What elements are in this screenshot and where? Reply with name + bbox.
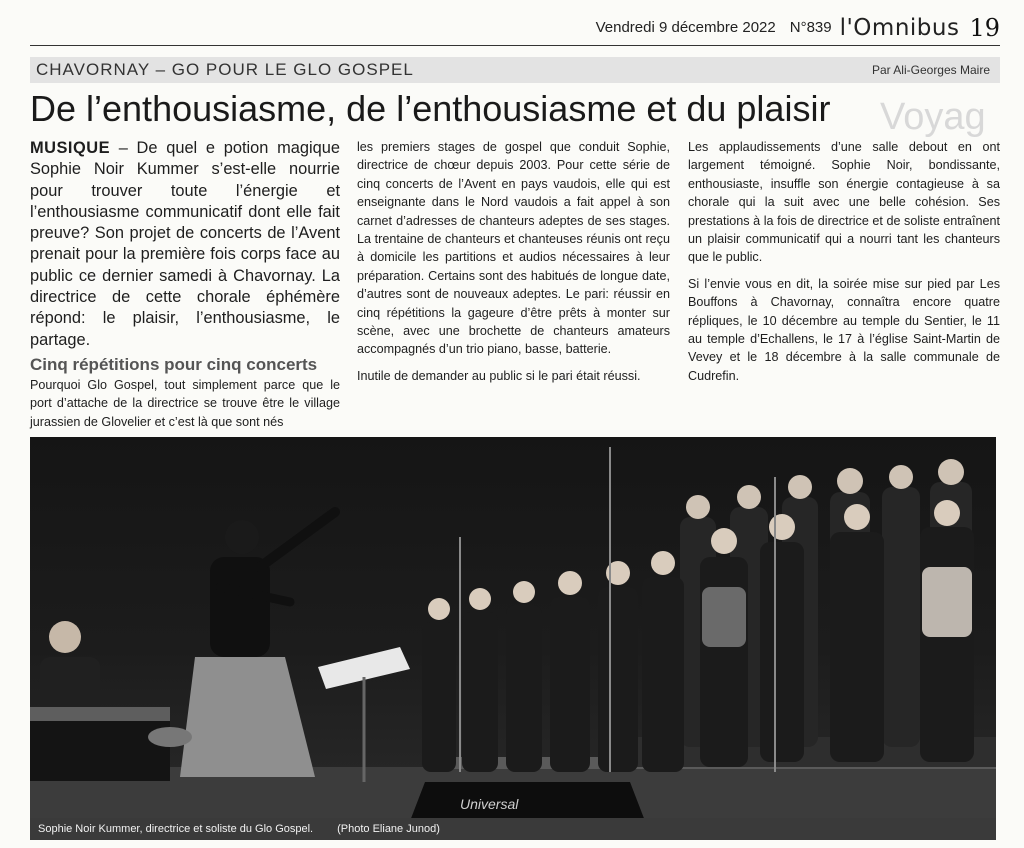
issue-date: Vendredi 9 décembre 2022 — [595, 19, 776, 36]
section-title: CHAVORNAY – GO POUR LE GLO GOSPEL — [36, 60, 414, 79]
lede-text: – De quel e potion magique Sophie Noir Kummer s’est-elle nourrie pour trouver toute l’énergie et l’enthousiasme communicatif dont elle fait preuve? Son projet de concerts de l’Avent prenait pour la première fois corps face au public ce dernier samedi à Chavornay. La directrice de cette chorale éphémère répond: le plaisir, l’enthousiasme, le partage. — [30, 139, 340, 349]
masthead — [30, 10, 1000, 46]
issue-number: N°839 — [789, 19, 832, 36]
bleed-through-text: Voyag — [880, 96, 986, 138]
concert-photo — [30, 437, 996, 821]
article-kicker: MUSIQUE — [30, 139, 110, 157]
newspaper-logo: l'Omnibus — [839, 14, 960, 41]
paragraph-3: Inutile de demander au public si le pari était réussi. — [357, 368, 641, 383]
article-column-1 — [30, 138, 340, 431]
paragraph-4: Les applaudissements d’une salle debout en ont largement témoigné. Sophie Noir, bondissante, enthousiaste, insuffle son énergie contagieuse à sa chorale qui la suit avec une belle cohésion. Ses prestations à la fois de directrice et de soliste entraînent un plaisir communicatif qui a nourri tant les chanteurs que le public. — [688, 140, 1000, 265]
paragraph-1: Pourquoi Glo Gospel, tout simplement parce que le port d’attache de la directrice se trouve être le village jurassien de Glovelier et c’est là que sont nés — [30, 377, 340, 429]
photo-caption — [30, 818, 996, 840]
article-author: Par Ali-Georges Maire — [871, 63, 990, 77]
photo-credit: (Photo Eliane Junod) — [337, 823, 440, 835]
paragraph-2: les premiers stages de gospel que conduit Sophie, directrice de chœur depuis 2003. Pour cette série de cinq concerts de l’Avent en pays vaudois, elle qui est enseignante dans le Nord vaudois a fait appel à son carnet d’adresses de chanteurs adeptes de ses stages. La trentaine de chanteurs et chanteuses réunis ont reçu à domicile les partitions et audios nécessaires à leur préparation. Certains sont des habitués de longue date, d’autres sont de nouveaux adeptes. Le pari: réussir en cinq répétitions la gageure d’être prêts à monter sur scène, avec une brochette de chanteurs amateurs accompagnés d’un trio piano, basse, batterie. — [357, 140, 670, 357]
page-number: 19 — [969, 13, 1000, 42]
section-band — [30, 57, 1000, 83]
paragraph-5: Si l’envie vous en dit, la soirée mise sur pied par Les Bouffons à Chavornay, connaîtra encore quatre répliques, le 10 décembre au temple du Sentier, le 11 au temple d’Echallens, le 17 à l’église Saint-Martin de Vevey et le 18 décembre à la salle communale de Cudrefin. — [688, 276, 1000, 383]
choir-illustration — [30, 437, 996, 821]
article-column-3 — [688, 138, 1000, 385]
speaker-brand: Universal — [460, 796, 519, 812]
article-lede — [30, 138, 340, 351]
caption-text: Sophie Noir Kummer, directrice et soliste du Glo Gospel. — [38, 823, 314, 835]
article-column-2 — [357, 138, 670, 385]
article-headline: De l’enthousiasme, de l’enthousiasme et du plaisir — [30, 88, 831, 129]
article-subhead: Cinq répétitions pour cinq concerts — [30, 354, 318, 374]
